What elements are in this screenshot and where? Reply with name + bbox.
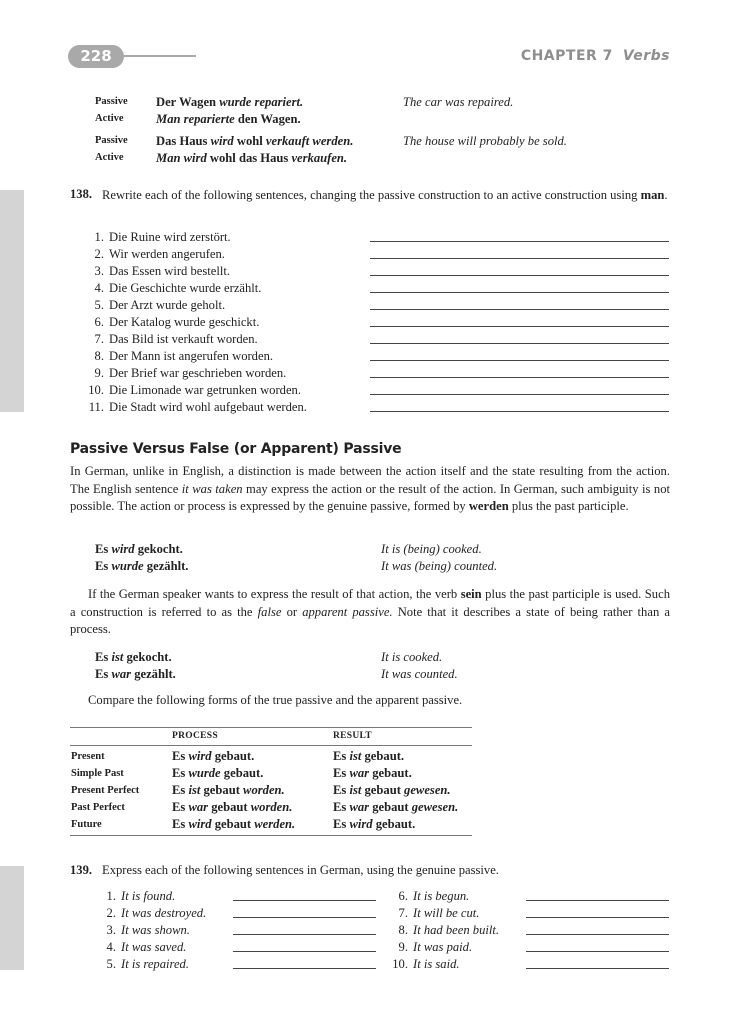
item-number: 1. [94, 230, 104, 244]
item-text: Die Limonade war getrunken worden. [109, 383, 301, 397]
item-number: 11. [88, 400, 104, 414]
text-run: gezählt. [131, 667, 176, 681]
text-run: Rewrite each of the following sentences, changing the passive construction to an active construction using [102, 188, 641, 202]
header-rule [122, 55, 196, 57]
item-number: 3. [106, 923, 116, 937]
text-run: werden [468, 499, 509, 513]
example-label: Active [95, 113, 124, 124]
text-run: Es [172, 817, 189, 831]
text-run: wird [188, 749, 212, 763]
example-label: Passive [95, 96, 128, 107]
answer-line[interactable] [233, 917, 376, 918]
exercise-item [94, 906, 206, 923]
text-run: gebaut [208, 800, 251, 814]
table-cell-result [333, 783, 451, 798]
text-run: wird [210, 134, 234, 148]
table-row-label: Simple Past [71, 768, 124, 779]
text-run: it was taken [181, 481, 243, 496]
answer-line[interactable] [370, 309, 669, 310]
text-run: Das Haus [156, 134, 211, 148]
text-run: Man wird [156, 151, 207, 165]
text-run: war [349, 766, 370, 780]
text-run: verkaufen. [291, 151, 348, 165]
exercise-138-number: 138. [70, 187, 93, 201]
section-paragraph-2 [70, 586, 670, 639]
item-number: 9. [94, 366, 104, 380]
example-label: Passive [95, 135, 128, 146]
text-run: worden. [250, 800, 293, 814]
text-run: wird [188, 817, 212, 831]
text-run: verkauft werden. [265, 134, 354, 148]
example-english: The house will probably be sold. [403, 134, 567, 148]
exercise-item [82, 264, 230, 281]
answer-line[interactable] [370, 292, 669, 293]
text-run: gebaut. [211, 749, 255, 763]
table-cell-process [172, 766, 263, 781]
example-english: It is cooked. [381, 650, 443, 664]
table-cell-result [333, 817, 415, 832]
text-run: gebaut [200, 783, 244, 797]
text-run: Es [172, 783, 189, 797]
answer-line[interactable] [233, 968, 376, 969]
text-run: may express the action or the result of the action. In German, such ambiguity is not possible. The action or process is expressed by the genuine passive, formed by [70, 481, 670, 513]
text-run: Es [333, 817, 350, 831]
item-text: Der Katalog wurde geschickt. [109, 315, 260, 329]
text-run: gewesen. [404, 783, 451, 797]
example-german [156, 151, 347, 166]
text-run: worden. [243, 783, 285, 797]
item-number: 8. [398, 923, 408, 937]
exercise-item [82, 315, 259, 332]
answer-line[interactable] [526, 900, 669, 901]
exercise-item [82, 366, 286, 383]
text-run: Es [172, 749, 189, 763]
text-run: wird [111, 542, 135, 556]
text-run: plus the past participle is used. Such a construction is referred to as the [70, 587, 670, 619]
answer-line[interactable] [526, 951, 669, 952]
exercise-item [82, 332, 258, 349]
answer-line[interactable] [370, 394, 669, 395]
answer-line[interactable] [370, 275, 669, 276]
table-header-process: PROCESS [172, 731, 218, 741]
exercise-item [94, 923, 190, 940]
text-run: ist [111, 650, 124, 664]
example-german [95, 559, 188, 574]
answer-line[interactable] [370, 343, 669, 344]
text-run: den Wagen. [234, 112, 301, 126]
item-text: It will be cut. [413, 906, 480, 920]
text-run: wurde repariert. [219, 95, 304, 109]
item-text: Der Brief war geschrieben worden. [109, 366, 287, 380]
example-german [95, 667, 176, 682]
text-run: apparent passive. [302, 604, 393, 619]
item-number: 2. [106, 906, 116, 920]
item-text: It was paid. [413, 940, 473, 954]
text-run: wohl [233, 134, 266, 148]
item-number: 5. [94, 298, 104, 312]
text-run: gebaut [211, 817, 255, 831]
answer-line[interactable] [233, 934, 376, 935]
item-text: Der Mann ist angerufen worden. [109, 349, 274, 363]
text-run: man [640, 188, 665, 202]
compare-intro: Compare the following forms of the true passive and the apparent passive. [88, 693, 463, 707]
item-text: Der Arzt wurde geholt. [109, 298, 226, 312]
item-text: It is repaired. [121, 957, 189, 971]
example-english: It was (being) counted. [381, 559, 498, 573]
answer-line[interactable] [370, 360, 669, 361]
example-english: It was counted. [381, 667, 458, 681]
example-german [95, 542, 183, 557]
text-run: wurde [111, 559, 144, 573]
chapter-title: Verbs [622, 48, 670, 64]
item-text: It is found. [121, 889, 176, 903]
thumb-tab-upper [0, 190, 24, 412]
text-run: Es [95, 559, 112, 573]
table-row-label: Present Perfect [71, 785, 140, 796]
text-run: Es [333, 800, 350, 814]
answer-line[interactable] [370, 258, 669, 259]
text-run: false [257, 604, 282, 619]
exercise-item [82, 349, 273, 366]
item-text: Die Geschichte wurde erzählt. [109, 281, 262, 295]
text-run: gebaut. [361, 749, 405, 763]
item-text: It is said. [413, 957, 460, 971]
item-text: It had been built. [413, 923, 500, 937]
table-top-rule [70, 727, 472, 728]
item-number: 4. [94, 281, 104, 295]
item-number: 6. [398, 889, 408, 903]
text-run: wurde [188, 766, 221, 780]
example-label: Active [95, 152, 124, 163]
text-run: Es [95, 650, 112, 664]
text-run: . [664, 188, 668, 202]
item-number: 2. [94, 247, 104, 261]
text-run: ist [349, 749, 362, 763]
exercise-item [386, 940, 472, 957]
example-german [156, 112, 301, 127]
chapter-label: CHAPTER 7 [520, 48, 613, 64]
item-text: It is begun. [413, 889, 470, 903]
text-run: gewesen. [411, 800, 459, 814]
table-row-label: Future [71, 819, 102, 830]
table-header-rule [70, 745, 472, 746]
text-run: wohl das Haus [206, 151, 292, 165]
text-run: or [281, 604, 303, 619]
text-run: gebaut [369, 800, 412, 814]
table-cell-process [172, 749, 254, 764]
text-run: plus the past participle. [508, 499, 629, 513]
table-row-label: Present [71, 751, 105, 762]
table-cell-process [172, 817, 295, 832]
table-header-result: RESULT [333, 731, 372, 741]
table-cell-result [333, 800, 458, 815]
section-paragraph-1 [70, 463, 670, 516]
text-run: Es [333, 749, 350, 763]
text-run: gezählt. [143, 559, 189, 573]
item-number: 6. [94, 315, 104, 329]
text-run: In German, unlike in English, a distinction is made between the action itself and the state resulting from the action. The English sentence [70, 464, 670, 496]
item-text: Wir werden angerufen. [109, 247, 225, 261]
exercise-138-instructions [102, 187, 672, 203]
exercise-item [386, 906, 479, 923]
table-cell-process [172, 783, 285, 798]
item-number: 7. [94, 332, 104, 346]
item-number: 10. [88, 383, 104, 397]
text-run: war [188, 800, 209, 814]
text-run: war [349, 800, 370, 814]
answer-line[interactable] [526, 934, 669, 935]
example-german [156, 134, 353, 149]
text-run: ist [349, 783, 362, 797]
text-run: gebaut. [220, 766, 264, 780]
table-cell-result [333, 766, 412, 781]
item-number: 4. [106, 940, 116, 954]
item-number: 3. [94, 264, 104, 278]
exercise-item [386, 957, 460, 974]
text-run: Es [95, 667, 112, 681]
text-run: Es [333, 766, 350, 780]
item-number: 7. [398, 906, 408, 920]
exercise-item [94, 889, 175, 906]
item-number: 10. [392, 957, 408, 971]
text-run: Der Wagen [156, 95, 220, 109]
exercise-item [82, 400, 307, 417]
exercise-139-instructions: Express each of the following sentences in German, using the genuine passive. [102, 863, 499, 877]
page-number-badge: 228 [68, 45, 124, 68]
item-number: 9. [398, 940, 408, 954]
table-row-label: Past Perfect [71, 802, 125, 813]
text-run: gekocht. [134, 542, 183, 556]
thumb-tab-lower [0, 866, 24, 970]
item-text: Die Ruine wird zerstört. [109, 230, 231, 244]
text-run: gekocht. [123, 650, 172, 664]
exercise-item [82, 281, 261, 298]
exercise-item [82, 383, 301, 400]
table-cell-result [333, 749, 404, 764]
text-run: Es [95, 542, 112, 556]
text-run: sein [460, 587, 482, 601]
text-run: werden. [254, 817, 296, 831]
example-german [95, 650, 172, 665]
answer-line[interactable] [370, 411, 669, 412]
chapter-header [521, 48, 670, 64]
item-text: It was shown. [121, 923, 190, 937]
exercise-item [82, 230, 231, 247]
answer-line[interactable] [370, 377, 669, 378]
text-run: gebaut [361, 783, 405, 797]
text-run: Man reparierte [156, 112, 235, 126]
text-run: ist [188, 783, 201, 797]
exercise-139-number: 139. [70, 863, 93, 877]
item-text: It was destroyed. [121, 906, 207, 920]
example-english: The car was repaired. [403, 95, 514, 109]
exercise-item [386, 889, 469, 906]
example-german [156, 95, 303, 110]
item-text: It was saved. [121, 940, 187, 954]
exercise-item [82, 247, 225, 264]
text-run: Es [333, 783, 350, 797]
text-run: Es [172, 766, 189, 780]
item-text: Das Bild ist verkauft worden. [109, 332, 258, 346]
text-run: gebaut. [372, 817, 416, 831]
answer-line[interactable] [370, 241, 669, 242]
item-number: 8. [94, 349, 104, 363]
text-run: war [111, 667, 132, 681]
table-cell-process [172, 800, 292, 815]
answer-line[interactable] [370, 326, 669, 327]
answer-line[interactable] [526, 917, 669, 918]
example-english: It is (being) cooked. [381, 542, 482, 556]
answer-line[interactable] [526, 968, 669, 969]
answer-line[interactable] [233, 951, 376, 952]
item-number: 1. [106, 889, 116, 903]
text-run: wird [349, 817, 373, 831]
answer-line[interactable] [233, 900, 376, 901]
item-text: Das Essen wird bestellt. [109, 264, 231, 278]
section-heading: Passive Versus False (or Apparent) Passive [70, 441, 402, 457]
text-run: gebaut. [369, 766, 412, 780]
item-text: Die Stadt wird wohl aufgebaut werden. [109, 400, 307, 414]
exercise-item [94, 940, 186, 957]
exercise-item [386, 923, 499, 940]
exercise-item [94, 957, 189, 974]
text-run: Note that it describes a state of being rather than a process. [70, 604, 670, 636]
text-run: Es [172, 800, 189, 814]
table-bottom-rule [70, 835, 472, 836]
item-number: 5. [106, 957, 116, 971]
text-run: If the German speaker wants to express the result of that action, the verb [88, 587, 461, 601]
exercise-item [82, 298, 225, 315]
